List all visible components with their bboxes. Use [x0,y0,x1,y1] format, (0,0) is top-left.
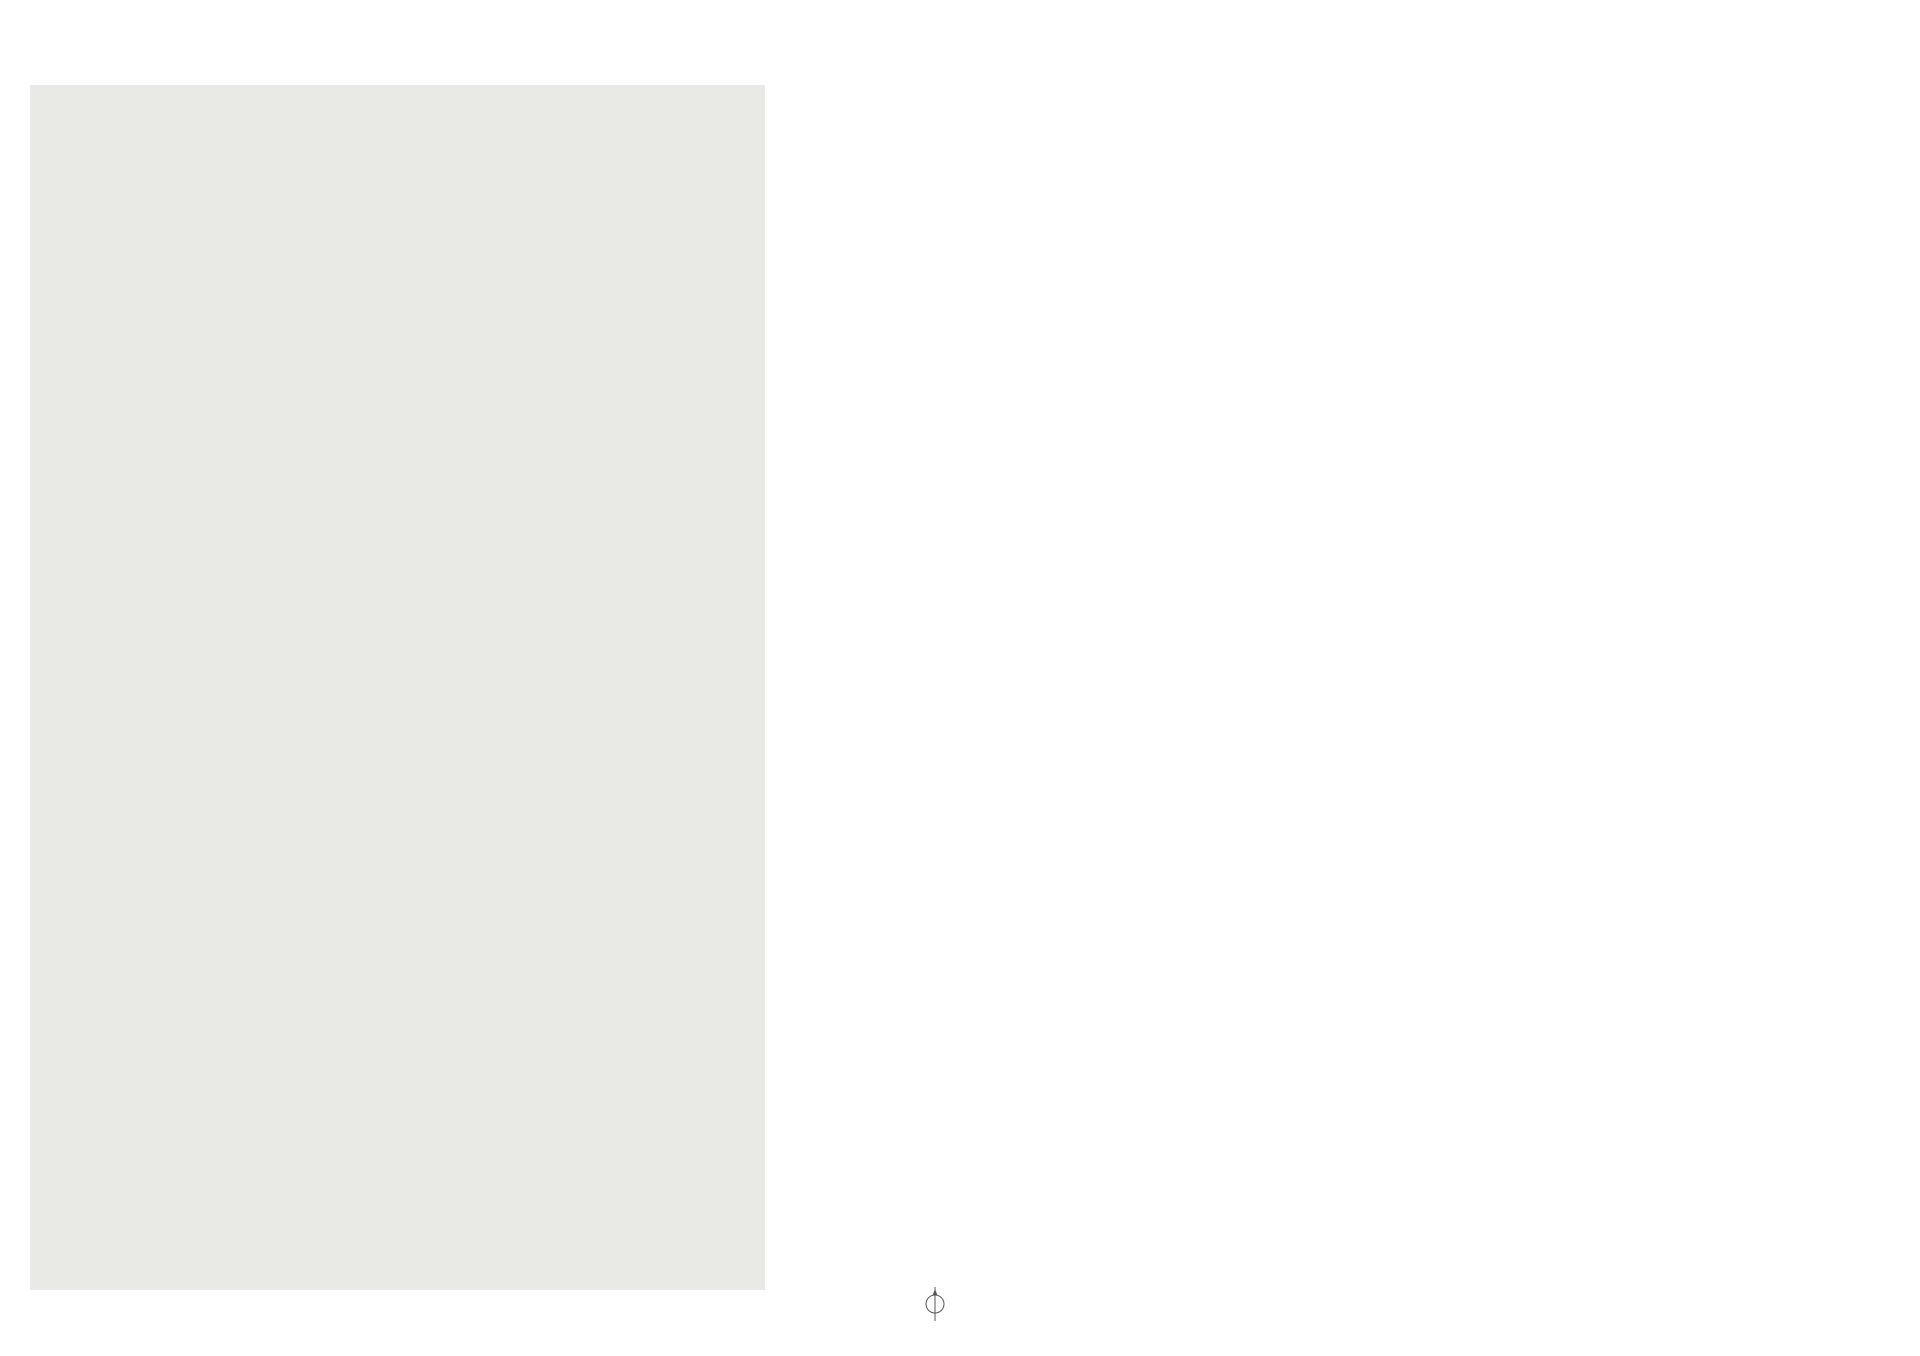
essay-struktur [1287,88,1574,98]
section-drawing [795,380,1855,630]
east-ground-labels [795,1246,1855,1270]
section-ground-labels [795,606,1855,630]
essay-fassade [1593,88,1880,98]
east-elevation-drawing [795,1000,1855,1245]
north-elevation-drawing [795,690,1855,915]
north-arrow-icon [920,1286,950,1322]
site-plan [30,85,765,1290]
north-ground-labels [795,918,1855,942]
